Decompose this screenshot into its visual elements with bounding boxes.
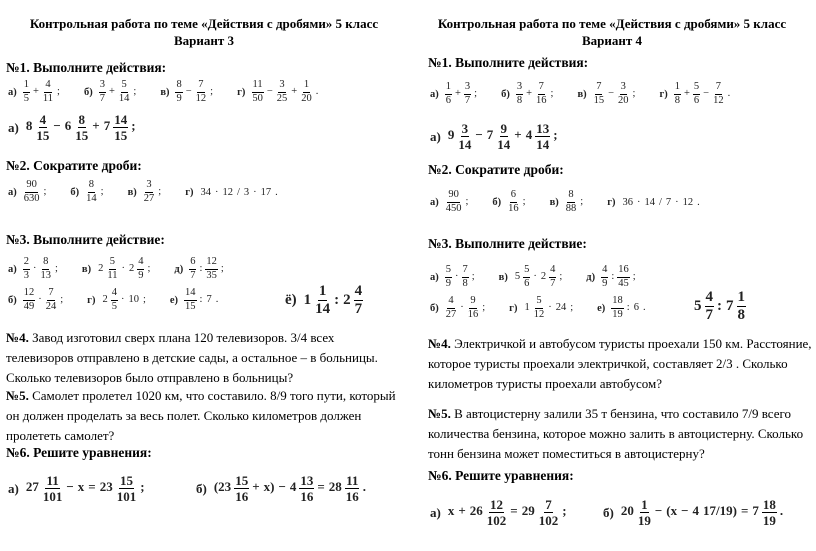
item-label: б) (603, 504, 614, 520)
fraction: $\frac{6}{7}$ (190, 256, 196, 281)
item-label: а) (8, 86, 17, 98)
fraction: $\frac{5}{6}$ (524, 264, 530, 289)
fraction: $\frac{7}{102}$ (538, 497, 559, 528)
fraction: $\frac{18}{19}$ (762, 497, 776, 528)
item-label: б) (501, 88, 510, 100)
item-label: а) (430, 196, 439, 208)
exercise-item (70, 180, 105, 204)
math-expression: 20 $\frac{1}{19}$ − (x − 4 17/19) = 7 $\frac{18}{19}$ . (620, 497, 784, 528)
exercise-item (174, 257, 225, 281)
exercise-item (8, 257, 60, 281)
exercise-item (597, 296, 647, 320)
fraction: $\frac{8}{9}$ (176, 79, 182, 104)
math-expression: 5 $\frac{5}{6}$ · 2 $\frac{4}{7}$ ; (514, 264, 563, 289)
fraction: $\frac{4}{11}$ (42, 79, 54, 104)
exercise-item (8, 474, 147, 503)
task-4 (428, 334, 813, 394)
item-label: ё) (285, 292, 297, 308)
task-1-row-1 (430, 82, 810, 106)
fraction: $\frac{4}{7}$ (550, 264, 556, 289)
item-label: в) (498, 271, 508, 283)
exercise-item (659, 82, 732, 106)
fraction: $\frac{3}{27}$ (143, 179, 155, 204)
fraction: $\frac{7}{16}$ (536, 81, 547, 106)
fraction: $\frac{5}{11}$ (107, 256, 118, 281)
fraction: $\frac{13}{14}$ (536, 121, 550, 152)
task-4 (6, 328, 396, 388)
item-label: а) (430, 271, 439, 283)
math-expression: $\frac{12}{49}$ · $\frac{7}{24}$ ; (23, 287, 64, 312)
exercise-item (185, 187, 280, 198)
fraction: $\frac{4}{9}$ (602, 264, 608, 289)
exercise-item (237, 80, 320, 104)
fraction: $\frac{3}{20}$ (618, 81, 629, 106)
item-label: а) (430, 128, 441, 144)
math-expression: $\frac{90}{630}$ ; (23, 179, 47, 204)
variant-4-column (408, 0, 816, 551)
math-expression: $\frac{4}{9}$ : $\frac{16}{45}$ ; (602, 264, 636, 289)
item-label: д) (586, 271, 596, 283)
exercise-item (509, 296, 575, 320)
task-1-row-2 (430, 122, 582, 151)
fraction: $\frac{7}{12}$ (195, 79, 207, 104)
fraction: $\frac{1}{8}$ (674, 81, 680, 106)
math-expression: 36 · 14 / 7 · 12 . (622, 196, 700, 208)
math-expression: $\frac{1}{5}$ + $\frac{4}{11}$ ; (23, 79, 60, 104)
exercise-item (430, 122, 560, 151)
fraction: $\frac{4}{7}$ (705, 289, 713, 323)
fraction: $\frac{3}{25}$ (276, 79, 288, 104)
exercise-item (160, 80, 215, 104)
variant-4-header (422, 15, 802, 49)
fraction: $\frac{4}{27}$ (445, 295, 457, 320)
exercise-item (607, 197, 702, 208)
fraction: $\frac{9}{16}$ (467, 295, 479, 320)
math-expression: 8 $\frac{4}{15}$ − 6 $\frac{8}{15}$ + 7 $\frac{14}{15}$ ; (25, 112, 136, 143)
fraction: $\frac{11}{50}$ (252, 79, 263, 104)
task-1-row-2 (8, 113, 160, 142)
exercise-item (430, 498, 569, 527)
fraction: $\frac{4}{7}$ (354, 283, 363, 317)
task-3-extra (285, 284, 386, 317)
math-expression: $\frac{14}{15}$ : 7 . (185, 287, 219, 312)
exercise-item (285, 284, 364, 317)
item-label: б) (83, 86, 93, 98)
item-label: г) (185, 186, 194, 198)
variant-line: Вариант 4 (581, 33, 643, 48)
fraction: $\frac{3}{14}$ (458, 121, 472, 152)
exercise-item (501, 82, 555, 106)
task-4-text: Завод изготовил сверх плана 120 телевизоров. 3/4 всех телевизоров отправлено в детские сады, а остальное – в больницы. Сколько телевизоров было отправлено в больницы? (6, 330, 378, 385)
math-expression: $\frac{6}{7}$ : $\frac{12}{35}$ ; (190, 256, 224, 281)
fraction: $\frac{7}{24}$ (45, 287, 57, 312)
task-6-heading: №6. Решите уравнения: (428, 468, 574, 483)
item-label: в) (81, 263, 92, 275)
math-expression: 1 $\frac{1}{14}$ : 2 $\frac{4}{7}$ (303, 283, 363, 317)
math-expression: $\frac{5}{9}$ · $\frac{7}{8}$ ; (445, 264, 475, 289)
fraction: $\frac{4}{5}$ (111, 287, 117, 312)
fraction: $\frac{12}{49}$ (23, 287, 35, 312)
title-line: Контрольная работа по теме «Действия с дробями» 5 класс (29, 16, 379, 31)
item-label: д) (174, 263, 184, 275)
exercise-item (8, 113, 138, 142)
fraction: $\frac{8}{88}$ (565, 189, 577, 214)
exercise-item (430, 265, 477, 289)
fraction: $\frac{15}{101}$ (116, 473, 137, 504)
fraction: $\frac{4}{15}$ (36, 112, 50, 143)
fraction: $\frac{18}{19}$ (612, 295, 623, 320)
task-1-row-1 (8, 80, 403, 104)
item-label: г) (237, 86, 246, 98)
fraction: $\frac{1}{19}$ (637, 497, 651, 528)
task-6-a (430, 498, 591, 527)
item-label: в) (160, 86, 170, 98)
exercise-item (692, 290, 747, 323)
task-6-heading: №6. Решите уравнения: (6, 445, 152, 460)
task-6-b (196, 474, 390, 503)
fraction: $\frac{8}{13}$ (40, 256, 51, 281)
fraction: $\frac{1}{6}$ (445, 81, 451, 106)
exercise-item (586, 265, 637, 289)
exercise-item (550, 190, 586, 214)
exercise-item (128, 180, 164, 204)
item-label: в) (127, 186, 137, 198)
math-expression: $\frac{1}{6}$ + $\frac{3}{7}$ ; (445, 81, 478, 106)
item-label: а) (8, 263, 17, 275)
math-expression: x + 26 $\frac{12}{102}$ = 29 $\frac{7}{102}$ ; (447, 497, 567, 528)
item-label: в) (577, 88, 587, 100)
exercise-item (170, 288, 220, 312)
task-5-label: №5. (6, 388, 29, 403)
task-3-heading: №3. Выполните действие: (428, 236, 587, 251)
variant-line: Вариант 3 (173, 33, 235, 48)
math-expression: $\frac{1}{8}$ + $\frac{5}{6}$ − $\frac{7}{12}$ . (674, 81, 731, 106)
exercise-item (87, 288, 148, 312)
task-5-text: В автоцистерну залили 35 т бензина, что составило 7/9 всего количества бензина, которое можно залить в автоцистерну. Сколько тонн бензина может поместиться в автоцистерну? (428, 406, 804, 461)
task-5-label: №5. (428, 406, 451, 421)
math-expression: $\frac{11}{50}$ − $\frac{3}{25}$ + $\frac{1}{20}$ . (252, 79, 319, 104)
math-expression: $\frac{4}{27}$ · $\frac{9}{16}$ ; (445, 295, 486, 320)
task-3-row-1 (430, 265, 810, 289)
exercise-item (492, 190, 527, 214)
task-1-heading: №1. Выполните действия: (6, 60, 167, 75)
item-label: е) (169, 294, 179, 306)
fraction: $\frac{6}{16}$ (508, 189, 519, 214)
task-3-row-1 (8, 257, 403, 281)
task-3-row-2 (8, 288, 288, 312)
fraction: $\frac{9}{14}$ (497, 121, 511, 152)
exercise-item (577, 82, 637, 106)
item-label: б) (196, 480, 207, 496)
exercise-item (430, 296, 487, 320)
math-expression: $\frac{3}{7}$ + $\frac{5}{14}$ ; (99, 79, 137, 104)
task-4-label: №4. (428, 336, 451, 351)
fraction: $\frac{7}{8}$ (462, 264, 468, 289)
variant-3-header (14, 15, 394, 49)
fraction: $\frac{8}{14}$ (86, 179, 97, 204)
task-3-extra (692, 290, 769, 323)
item-label: б) (430, 302, 439, 314)
task-4-label: №4. (6, 330, 29, 345)
fraction: $\frac{16}{45}$ (618, 264, 629, 289)
item-label: б) (8, 294, 17, 306)
exercise-item (8, 288, 65, 312)
fraction: $\frac{8}{15}$ (75, 112, 89, 143)
item-label: в) (549, 196, 559, 208)
fraction: $\frac{1}{14}$ (315, 283, 331, 317)
exercise-item (84, 80, 138, 104)
task-2-row (8, 180, 403, 204)
exercise-item (8, 80, 62, 104)
item-label: е) (597, 302, 606, 314)
task-1-heading: №1. Выполните действия: (428, 55, 589, 70)
task-3-row-2 (430, 296, 685, 320)
exercise-item (196, 474, 368, 503)
math-expression: $\frac{18}{19}$ : 6 . (612, 295, 646, 320)
math-expression: $\frac{8}{14}$ ; (86, 179, 104, 204)
fraction: $\frac{15}{16}$ (235, 473, 249, 504)
item-label: г) (87, 294, 96, 306)
fraction: $\frac{14}{15}$ (114, 112, 128, 143)
item-label: б) (492, 196, 502, 208)
fraction: $\frac{1}{20}$ (301, 79, 312, 104)
item-label: а) (430, 504, 441, 520)
fraction: $\frac{90}{450}$ (445, 189, 462, 214)
math-expression: $\frac{7}{15}$ − $\frac{3}{20}$ ; (593, 81, 636, 106)
math-expression: $\frac{2}{3}$ · $\frac{8}{13}$ ; (23, 256, 58, 281)
math-expression: 5 $\frac{4}{7}$ : 7 $\frac{1}{8}$ (694, 289, 745, 323)
item-label: г) (607, 196, 616, 208)
fraction: $\frac{4}{9}$ (138, 256, 144, 281)
exercise-item (430, 82, 479, 106)
fraction: $\frac{5}{12}$ (533, 295, 545, 320)
exercise-item (603, 498, 785, 527)
fraction: $\frac{12}{35}$ (206, 256, 217, 281)
exercise-item (430, 190, 470, 214)
math-expression: $\frac{3}{27}$ ; (143, 179, 162, 204)
task-2-heading: №2. Сократите дроби: (428, 162, 564, 177)
task-6-b (603, 498, 807, 527)
fraction: $\frac{90}{630}$ (23, 179, 40, 204)
item-label: а) (8, 480, 19, 496)
item-label: а) (8, 186, 17, 198)
task-2-heading: №2. Сократите дроби: (6, 158, 142, 173)
math-expression: $\frac{8}{88}$ ; (565, 189, 584, 214)
math-expression: (23 $\frac{15}{16}$ + x) − 4 $\frac{13}{16}$ = 28 $\frac{11}{16}$ . (213, 473, 367, 504)
fraction: $\frac{5}{14}$ (118, 79, 130, 104)
task-6-a (8, 474, 169, 503)
fraction: $\frac{7}{15}$ (593, 81, 605, 106)
task-5 (428, 404, 813, 464)
fraction: $\frac{2}{3}$ (23, 256, 29, 281)
math-expression: $\frac{90}{450}$ ; (445, 189, 469, 214)
exercise-item (82, 257, 152, 281)
title-line: Контрольная работа по теме «Действия с дробями» 5 класс (437, 16, 787, 31)
item-label: г) (509, 302, 518, 314)
fraction: $\frac{12}{102}$ (486, 497, 507, 528)
math-expression: 9 $\frac{3}{14}$ − 7 $\frac{9}{14}$ + 4 $\frac{13}{14}$ ; (447, 121, 558, 152)
item-label: а) (8, 119, 19, 135)
task-2-row (430, 190, 810, 214)
fraction: $\frac{1}{5}$ (23, 79, 29, 104)
fraction: $\frac{11}{101}$ (42, 473, 63, 504)
fraction: $\frac{7}{12}$ (713, 81, 724, 106)
fraction: $\frac{11}{16}$ (345, 473, 359, 504)
task-4-text: Электричкой и автобусом туристы проехали 150 км. Расстояние, которое туристы проехали электричкой, составляет 2/3 . Сколько километров туристы проехали автобусом? (428, 336, 812, 391)
math-expression: 2 $\frac{4}{5}$ · 10 ; (102, 287, 146, 312)
math-expression: 2 $\frac{5}{11}$ · 2 $\frac{4}{9}$ ; (98, 256, 151, 281)
item-label: г) (659, 88, 668, 100)
fraction: $\frac{3}{7}$ (99, 79, 105, 104)
task-5 (6, 386, 396, 446)
fraction: $\frac{5}{6}$ (693, 81, 700, 106)
math-expression: 27 $\frac{11}{101}$ − x = 23 $\frac{15}{101}$ ; (25, 473, 145, 504)
fraction: $\frac{3}{8}$ (516, 81, 523, 106)
exercise-item (499, 265, 565, 289)
fraction: $\frac{13}{16}$ (300, 473, 314, 504)
fraction: $\frac{3}{7}$ (464, 81, 471, 106)
math-expression: $\frac{3}{8}$ + $\frac{7}{16}$ ; (516, 81, 554, 106)
task-5-text: Самолет пролетел 1020 км, что составило. 8/9 того пути, который он должен проделать за весь полет. Сколько километров должен пролететь самолет? (6, 388, 396, 443)
math-expression: 1 $\frac{5}{12}$ · 24 ; (524, 295, 574, 320)
fraction: $\frac{5}{9}$ (445, 264, 451, 289)
item-label: б) (70, 186, 80, 198)
math-expression: $\frac{8}{9}$ − $\frac{7}{12}$ ; (176, 79, 214, 104)
task-3-heading: №3. Выполните действие: (6, 232, 165, 247)
exercise-item (8, 180, 48, 204)
item-label: а) (430, 88, 439, 100)
math-expression: 34 · 12 / 3 · 17 . (200, 186, 278, 198)
fraction: $\frac{14}{15}$ (185, 287, 196, 312)
fraction: $\frac{1}{8}$ (737, 289, 745, 323)
math-expression: $\frac{6}{16}$ ; (508, 189, 526, 214)
